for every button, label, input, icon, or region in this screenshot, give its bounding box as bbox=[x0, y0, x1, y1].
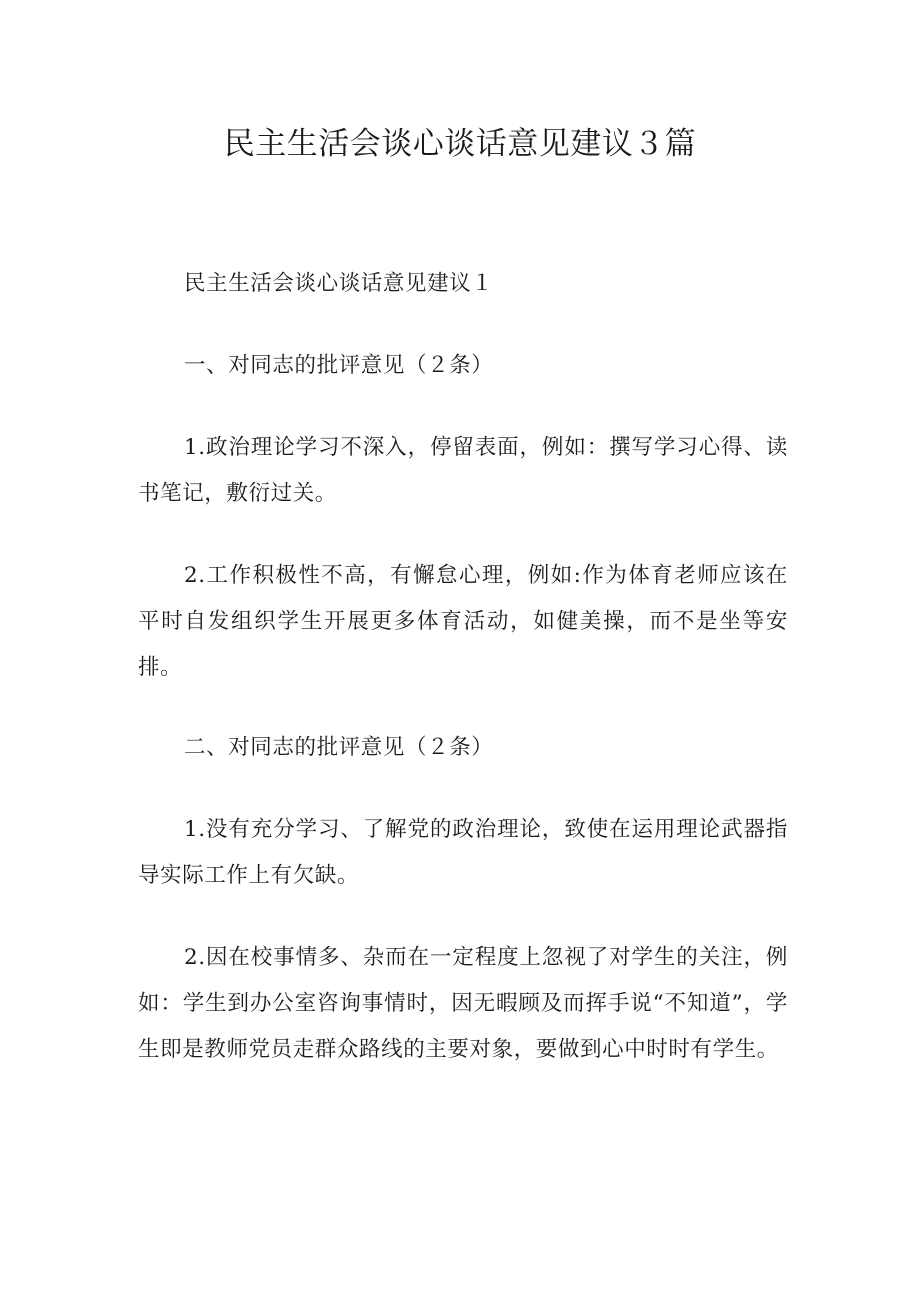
paragraph-item-2: 2.工作积极性不高，有懈怠心理，例如:作为体育老师应该在平时自发组织学生开展更多体育活动，如健美操，而不是坐等安排。 bbox=[138, 563, 788, 680]
section-heading-part-1: 民主生活会谈心谈话意见建议１ bbox=[184, 271, 494, 296]
section-heading-criticism-2: 二、对同志的批评意见（２条） bbox=[184, 735, 494, 760]
section-heading-criticism-1: 一、对同志的批评意见（２条） bbox=[184, 353, 494, 378]
paragraph-item-3: 1.没有充分学习、了解党的政治理论，致使在运用理论武器指导实际工作上有欠缺。 bbox=[138, 817, 788, 888]
paragraph-item-4: 2.因在校事情多、杂而在一定程度上忽视了对学生的关注，例如：学生到办公室咨询事情时，因无暇顾及而挥手说“不知道”，学生即是教师党员走群众路线的主要对象，要做到心中时时有学生。 bbox=[138, 945, 788, 1062]
document-title: 民主生活会谈心谈话意见建议３篇 bbox=[223, 126, 697, 162]
paragraph-item-1: 1.政治理论学习不深入，停留表面，例如：撰写学习心得、读书笔记，敷衍过关。 bbox=[138, 435, 788, 506]
